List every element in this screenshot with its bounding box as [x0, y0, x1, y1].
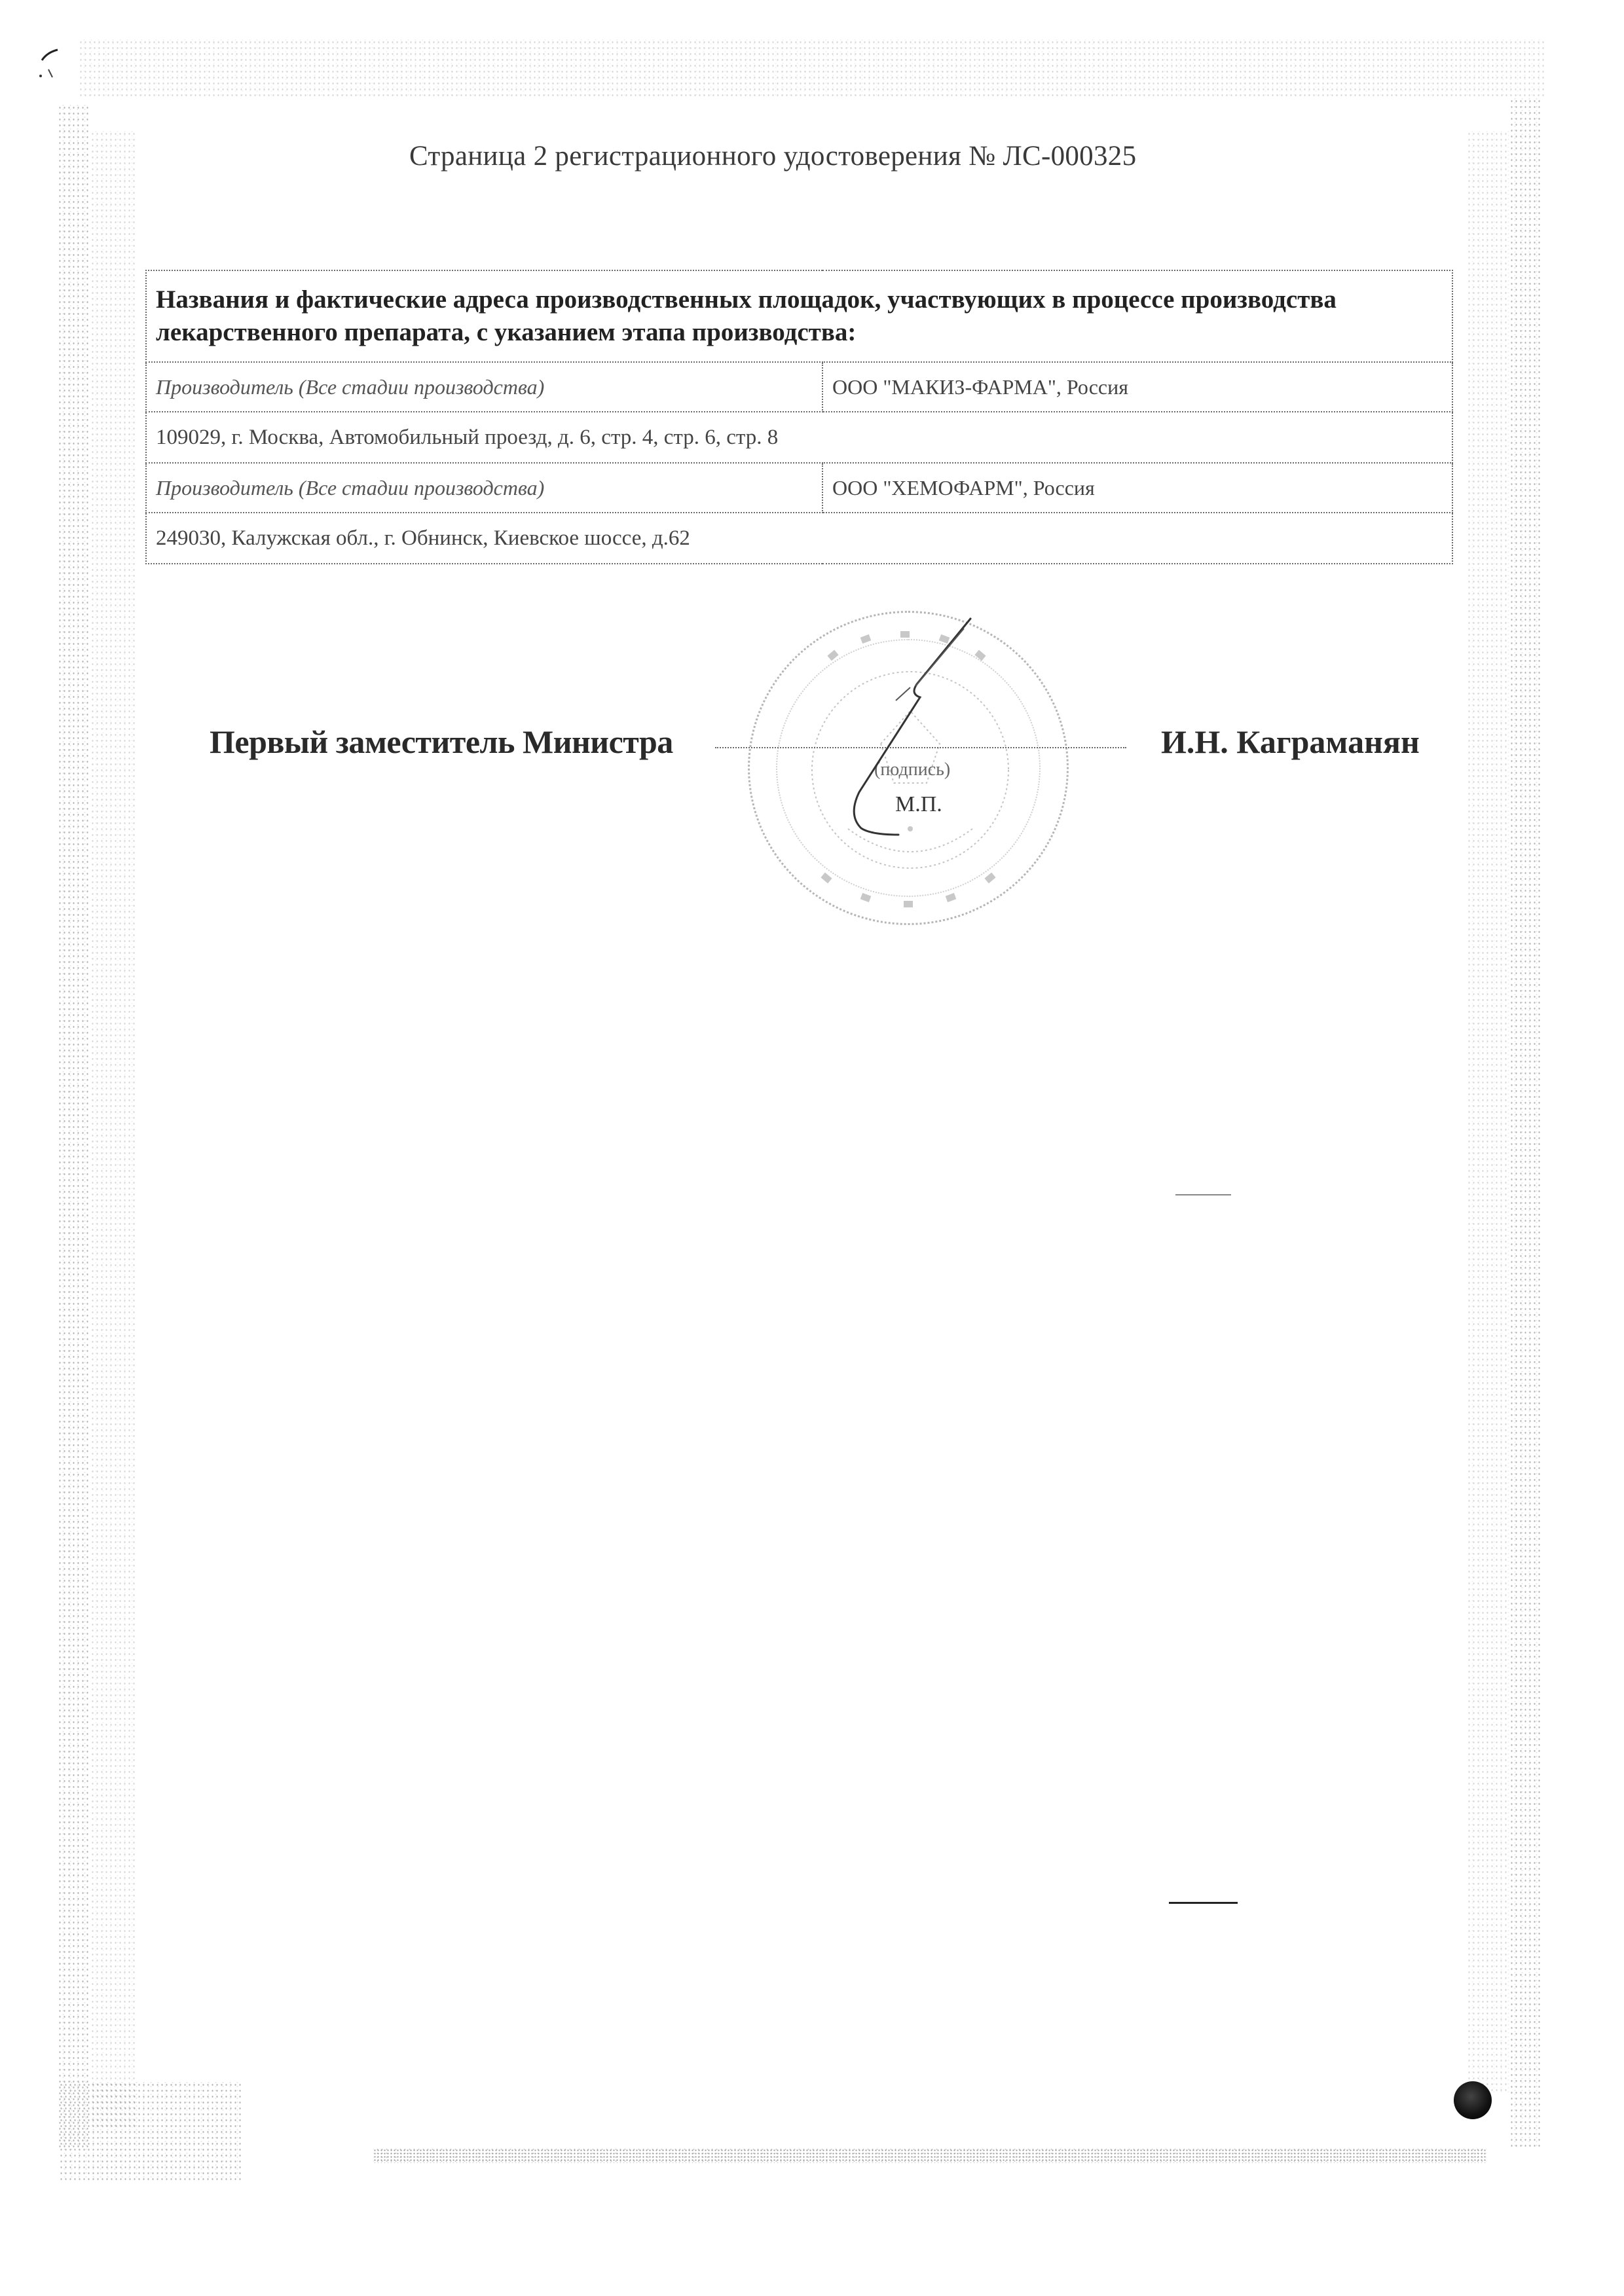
table-row	[146, 513, 1452, 564]
signatory-name: И.Н. Каграманян	[1161, 723, 1420, 760]
scan-noise-left-light	[90, 131, 136, 2128]
scan-noise-right-light	[1467, 131, 1509, 2095]
site-role: Производитель (Все стадии производства)	[146, 463, 822, 513]
pen-mark-icon	[38, 46, 64, 85]
table-heading: Названия и фактические адреса производственных площадок, участвующих в процессе производства лекарственного препарата, с указанием этапа производства:	[146, 270, 1452, 362]
scan-noise-right	[1509, 98, 1542, 2147]
scan-mark	[1169, 1902, 1238, 1904]
table-row	[146, 362, 1452, 412]
signature-caption: (подпись)	[874, 759, 951, 780]
production-sites-table	[145, 270, 1453, 564]
table-row	[146, 412, 1452, 463]
seal-caption: М.П.	[895, 792, 942, 816]
site-organization: ООО "МАКИЗ-ФАРМА", Россия	[822, 362, 1452, 412]
scan-mark	[1175, 1194, 1231, 1195]
scan-noise-left	[58, 105, 90, 2147]
site-address: 109029, г. Москва, Автомобильный проезд, д. 6, стр. 4, стр. 6, стр. 8	[146, 412, 1452, 463]
scan-noise-bottom	[373, 2149, 1486, 2163]
site-organization: ООО "ХЕМОФАРМ", Россия	[822, 463, 1452, 513]
scan-noise-top	[79, 39, 1545, 98]
scan-noise-bottom-left	[59, 2082, 242, 2180]
punch-hole-dot	[1454, 2081, 1492, 2119]
handwritten-signature-icon	[720, 602, 1179, 943]
table-heading-row	[146, 270, 1452, 362]
table-row	[146, 463, 1452, 513]
site-address: 249030, Калужская обл., г. Обнинск, Киевское шоссе, д.62	[146, 513, 1452, 564]
signatory-position: Первый заместитель Министра	[210, 723, 673, 760]
site-role: Производитель (Все стадии производства)	[146, 362, 822, 412]
page-header: Страница 2 регистрационного удостоверения № ЛС-000325	[409, 141, 1137, 172]
